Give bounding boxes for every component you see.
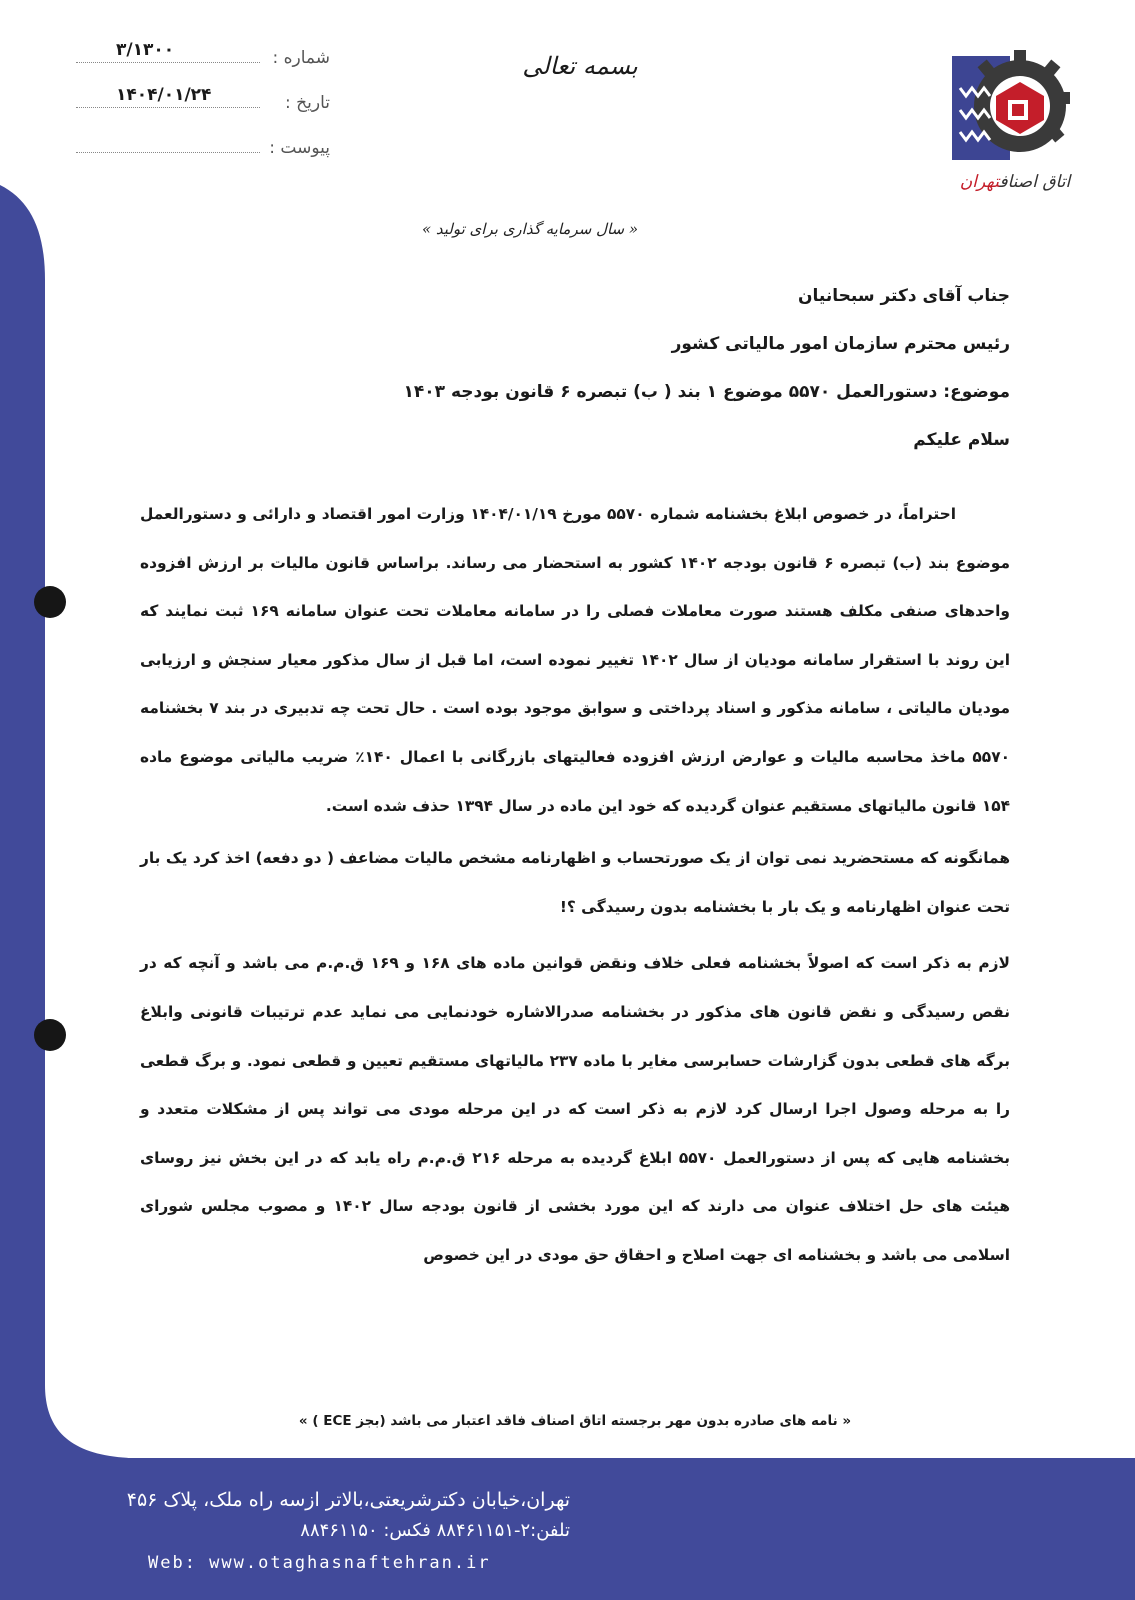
- meta-attachment-label: پیوست :: [269, 138, 330, 158]
- recipient-name: جناب آقای دکتر سبحانیان: [798, 286, 1010, 306]
- bismillah-heading: بسمه تعالی: [522, 52, 638, 80]
- year-slogan: « سال سرمایه گذاری برای تولید »: [421, 220, 639, 238]
- letter-body: [140, 272, 1010, 1280]
- validity-note: « نامه های صادره بدون مهر برجسته اتاق اصناف فاقد اعتبار می باشد (بجز ECE ) »: [298, 1413, 852, 1429]
- meta-date-value: ۱۴۰۴/۰۱/۲۴: [116, 85, 212, 105]
- letter-subject: موضوع: دستورالعمل ۵۵۷۰ موضوع ۱ بند ( ب) تبصره ۶ قانون بودجه ۱۴۰۳: [403, 382, 1010, 402]
- recipient-title: رئیس محترم سازمان امور مالیاتی کشور: [671, 334, 1010, 354]
- meta-number-row: [70, 40, 330, 89]
- body-paragraph-2: همانگونه که مستحضرید نمی توان از یک صورتحساب و اظهارنامه مشخص مالیات مضاعف ( دو دفعه) اخذ کرد یک بار تحت عنوان اظهارنامه و یک بار با بخشنامه بدون رسیدگی ؟!: [140, 849, 1010, 916]
- letter-greeting: سلام علیکم: [913, 430, 1010, 450]
- punch-hole: [34, 586, 66, 618]
- logo-caption-black: اتاق اصناف: [999, 172, 1071, 192]
- body-paragraph-1: احتراماً، در خصوص ابلاغ بخشنامه شماره ۵۵۷۰ مورخ ۱۴۰۴/۰۱/۱۹ وزارت امور اقتصاد و دارائی و دستورالعمل موضوع بند (ب) تبصره ۶ قانون بودجه ۱۴۰۲ کشور به استحضار می رساند. براساس قانون مالیات بر ارزش افزوده واحدهای صنفی مکلف هستند صورت معاملات فصلی را در سامانه معاملات تحت عنوان سامانه ۱۶۹ ثبت نمایند که این روند با استقرار سامانه مودیان از سال ۱۴۰۲ تغییر نموده است، اما قبل از سال مذکور معیار سنجش و ارزیابی مودیان مالیاتی ، سامانه مذکور و اسناد پرداختی و سوابق موجود بوده است . حال تحت چه تدبیری در بند ۷ بخشنامه ۵۵۷۰ ماخذ محاسبه مالیات و عوارض ارزش افزوده فعالیتهای بازرگانی با اعمال ۱۴۰٪ ضریب مالیاتی موضوع ماده ۱۵۴ قانون مالیاتهای مستقیم عنوان گردیده که خود این ماده در سال ۱۳۹۴ حذف شده است.: [140, 505, 1010, 815]
- meta-date-label: تاریخ :: [285, 93, 330, 113]
- body-paragraph-3: لازم به ذکر است که اصولاً بخشنامه فعلی خلاف ونقض قوانین ماده های ۱۶۸ و ۱۶۹ ق.م.م می باشد و آنچه که در نقص رسیدگی و نقض قانون های مذکور در بخشنامه صدرالاشاره خودنمایی می نماید عدم ترتیبات قانونی وابلاغ برگه های قطعی بدون گزارشات حسابرسی مغایر با ماده ۲۳۷ مالیاتهای مستقیم تعیین و قطعی نمود. و برگ قطعی را به مرحله وصول اجرا ارسال کرد لازم به ذکر است که در این مرحله مودی می تواند پس از مشکلات متعدد و بخشنامه هایی که پس از دستورالعمل ۵۵۷۰ ابلاغ گردیده به مرحله ۲۱۶ ق.م.م راه یابد که در این بخش نیز روسای هیئت های حل اختلاف عنوان می دارند که این مورد بخشی از قانون بودجه سال ۱۴۰۲ و مصوب مجلس شورای اسلامی می باشد و بخشنامه ای جهت اصلاح و احقاق حق مودی در این خصوص: [140, 954, 1011, 1264]
- logo-caption: [950, 172, 1080, 192]
- footer-phone: تلفن:۲-۸۸۴۶۱۱۵۱ فکس: ۸۸۴۶۱۱۵۰: [300, 1520, 570, 1541]
- meta-number-label: شماره :: [272, 48, 330, 68]
- footer-contact: [70, 1485, 570, 1573]
- meta-number-value: ۳/۱۳۰۰: [116, 40, 175, 60]
- logo-caption-red: تهران: [959, 172, 1000, 192]
- meta-attachment-row: [70, 134, 330, 179]
- footer-address: تهران،خیابان دکترشریعتی،بالاتر ازسه راه ملک، پلاک ۴۵۶: [126, 1489, 570, 1511]
- meta-date-row: [70, 85, 330, 134]
- footer-web: Web: www.otaghasnaftehran.ir: [148, 1553, 491, 1573]
- punch-hole: [34, 1019, 66, 1051]
- letter-meta: [70, 40, 330, 179]
